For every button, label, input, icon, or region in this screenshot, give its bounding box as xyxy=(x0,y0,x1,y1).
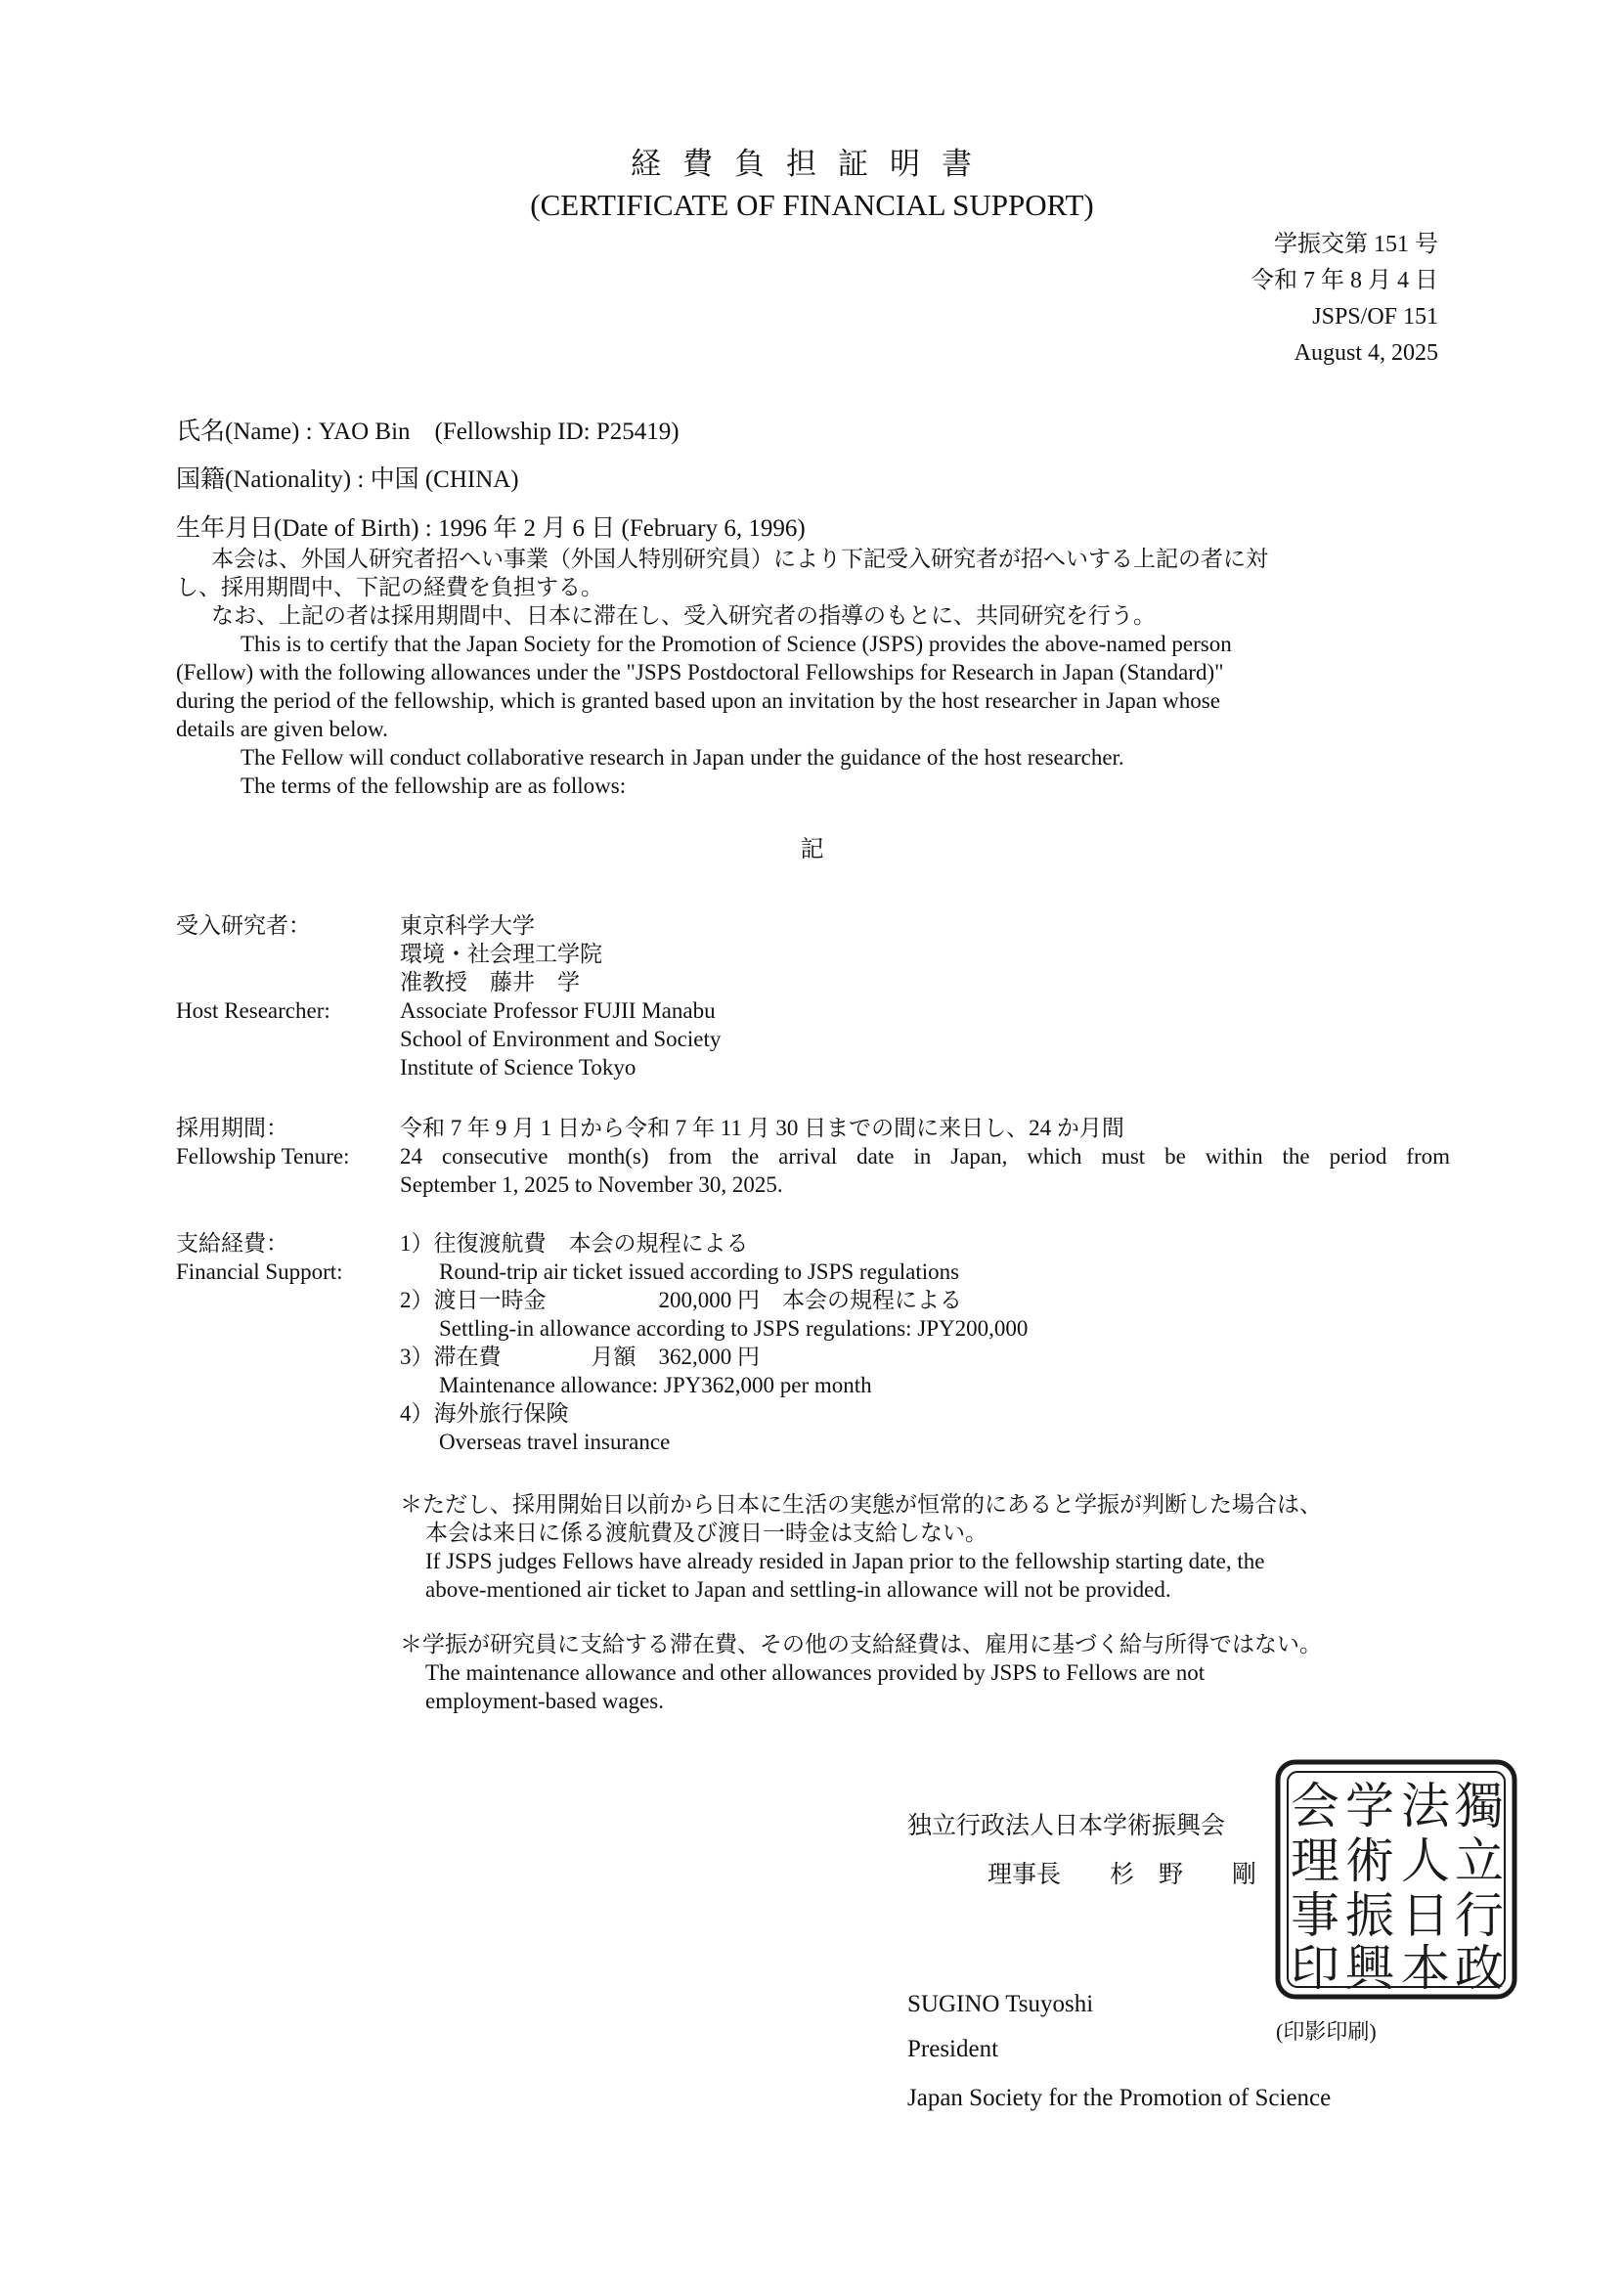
svg-text:理: 理 xyxy=(1291,1832,1339,1889)
fellow-nationality: 国籍(Nationality) : 中国 (CHINA) xyxy=(176,466,519,493)
title-japanese: 経費負担証明書 xyxy=(631,147,993,181)
host-label-jp: 受入研究者： xyxy=(176,913,311,938)
svg-text:人: 人 xyxy=(1401,1832,1450,1889)
support-item-en: Overseas travel insurance xyxy=(439,1430,671,1454)
tenure-details xyxy=(400,1114,1450,1199)
fellow-name: 氏名(Name) : YAO Bin (Fellowship ID: P25419) xyxy=(176,419,680,445)
note-1-jp: 本会は来日に係る渡航費及び渡日一時金は支給しない。 xyxy=(425,1521,988,1545)
intro-en-line: details are given below. xyxy=(176,717,388,741)
note-1 xyxy=(400,1490,1322,1604)
fellow-dob: 生年月日(Date of Birth) : 1996 年 2 月 6 日 (February 6, 1996) xyxy=(176,515,806,542)
signature-title-jp: 理事長 杉 野 剛 xyxy=(988,1862,1257,1888)
svg-text:本: 本 xyxy=(1401,1940,1450,1997)
signature-name-en: SUGINO Tsuyoshi xyxy=(907,1991,1094,2017)
support-item-en: Maintenance allowance: JPY362,000 per month xyxy=(439,1373,872,1397)
svg-text:術: 術 xyxy=(1345,1832,1394,1889)
tenure-en-line: 24 consecutive month(s) from the arrival date in Japan, which must be within the period from xyxy=(400,1144,1450,1169)
note-2-en: The maintenance allowance and other allowances provided by JSPS to Fellows are not xyxy=(425,1660,1206,1685)
intro-en-line: This is to certify that the Japan Society for the Promotion of Science (JSPS) provides the above-named person xyxy=(241,632,1232,656)
svg-text:法: 法 xyxy=(1401,1778,1450,1834)
svg-text:立: 立 xyxy=(1455,1832,1504,1889)
intro-en-line: during the period of the fellowship, which is granted based upon an invitation by the host researcher in Japan whose xyxy=(176,688,1220,713)
support-item-en: Round-trip air ticket issued according to JSPS regulations xyxy=(439,1259,960,1284)
intro-paragraph xyxy=(176,545,1447,800)
host-details xyxy=(400,911,721,1081)
svg-text:行: 行 xyxy=(1455,1887,1504,1944)
support-items xyxy=(400,1229,1028,1456)
tenure-label xyxy=(176,1114,349,1170)
title-english: (CERTIFICATE OF FINANCIAL SUPPORT) xyxy=(530,188,1094,222)
host-jp-line: 准教授 藤井 学 xyxy=(400,970,580,994)
note-1-en: If JSPS judges Fellows have already resided in Japan prior to the fellowship starting date, the xyxy=(425,1549,1265,1573)
svg-text:学: 学 xyxy=(1345,1778,1394,1834)
reference-date-en: August 4, 2025 xyxy=(1294,340,1438,366)
host-label-en: Host Researcher: xyxy=(176,998,330,1023)
reference-number-jp: 学振交第 151 号 xyxy=(1274,232,1438,257)
svg-text:事: 事 xyxy=(1291,1887,1339,1944)
support-item-en: Settling-in allowance according to JSPS regulations: JPY200,000 xyxy=(439,1316,1029,1341)
seal-glyph: 獨 xyxy=(1455,1778,1504,1834)
svg-text:興: 興 xyxy=(1345,1940,1394,1997)
svg-text:日: 日 xyxy=(1401,1887,1450,1944)
intro-en-line: (Fellow) with the following allowances under the "JSPS Postdoctoral Fellowships for Research in Japan (Standard)" xyxy=(176,660,1224,684)
note-2-en: employment-based wages. xyxy=(425,1689,664,1713)
note-2 xyxy=(400,1630,1322,1715)
note-1-en: above-mentioned air ticket to Japan and settling-in allowance will not be provided. xyxy=(425,1577,1171,1602)
support-label xyxy=(176,1229,343,1286)
intro-en-line: The Fellow will conduct collaborative research in Japan under the guidance of the host researcher. xyxy=(241,745,1124,770)
support-item-jp: 4）海外旅行保険 xyxy=(400,1401,569,1426)
host-en-line: Institute of Science Tokyo xyxy=(400,1055,636,1080)
intro-jp-line: なお、上記の者は採用期間中、日本に滞在し、受入研究者の指導のもとに、共同研究を行う。 xyxy=(211,603,1156,628)
signature-org-en: Japan Society for the Promotion of Science xyxy=(907,2085,1332,2111)
seal-note: (印影印刷) xyxy=(1276,2019,1377,2044)
support-item-jp: 3）滞在費 月額 362,000 円 xyxy=(400,1345,760,1369)
support-label-en: Financial Support: xyxy=(176,1259,343,1284)
host-en-line: Associate Professor FUJII Manabu xyxy=(400,998,716,1023)
support-item-jp: 1）往復渡航費 本会の規程による xyxy=(400,1231,749,1256)
intro-jp-line: し、採用期間中、下記の経費を負担する。 xyxy=(176,575,603,599)
tenure-label-en: Fellowship Tenure: xyxy=(176,1144,350,1169)
svg-text:振: 振 xyxy=(1345,1887,1394,1944)
note-1-jp: ＊ただし、採用開始日以前から日本に生活の実態が恒常的にあると学振が判断した場合は、 xyxy=(400,1492,1322,1517)
intro-en-line: The terms of the fellowship are as follows: xyxy=(241,773,627,798)
reference-number-en: JSPS/OF 151 xyxy=(1312,304,1438,330)
note-2-jp: ＊学振が研究員に支給する滞在費、その他の支給経費は、雇用に基づく給与所得ではない。 xyxy=(400,1632,1322,1656)
signature-title-en: President xyxy=(907,2036,999,2062)
tenure-jp-line: 令和 7 年 9 月 1 日から令和 7 年 11 月 30 日までの間に来日し、24 か月間 xyxy=(400,1116,1124,1140)
tenure-en-line: September 1, 2025 to November 30, 2025. xyxy=(400,1172,783,1197)
tenure-label-jp: 採用期間： xyxy=(176,1116,288,1140)
ki-marker: 記 xyxy=(800,837,824,862)
host-jp-line: 環境・社会理工学院 xyxy=(400,942,602,966)
host-label xyxy=(176,911,330,1025)
support-item-jp: 2）渡日一時金 200,000 円 本会の規程による xyxy=(400,1288,962,1312)
official-seal-icon xyxy=(1274,1758,1518,2001)
support-label-jp: 支給経費： xyxy=(176,1231,288,1256)
reference-date-jp: 令和 7 年 8 月 4 日 xyxy=(1251,268,1438,293)
svg-text:印: 印 xyxy=(1291,1940,1339,1997)
signature-org-jp: 独立行政法人日本学術振興会 xyxy=(907,1813,1226,1839)
reference-block xyxy=(1251,227,1438,372)
svg-text:会: 会 xyxy=(1291,1778,1339,1834)
host-en-line: School of Environment and Society xyxy=(400,1027,722,1051)
intro-jp-line: 本会は、外国人研究者招へい事業（外国人特別研究員）により下記受入研究者が招へいする上記の者に対 xyxy=(211,547,1268,571)
host-jp-line: 東京科学大学 xyxy=(400,913,535,938)
svg-text:政: 政 xyxy=(1455,1940,1504,1997)
